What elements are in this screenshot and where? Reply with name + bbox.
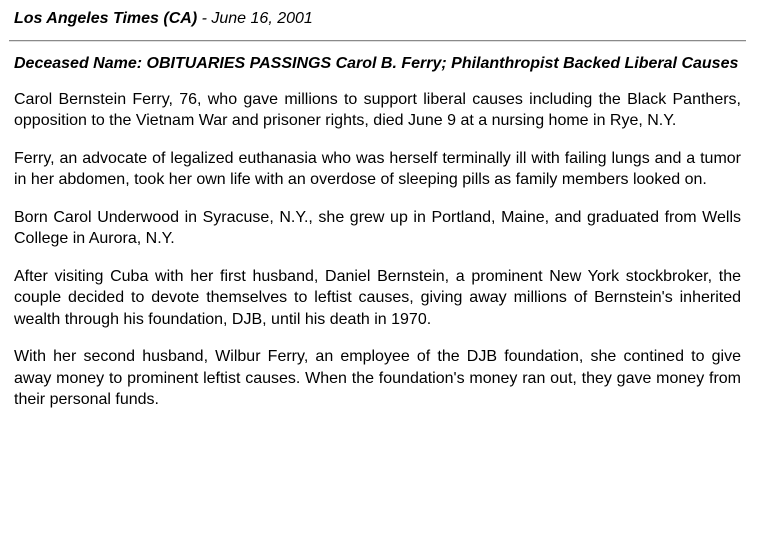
article-paragraph-2: Ferry, an advocate of legalized euthanasia who was herself terminally ill with failing lungs and a tumor in her abdomen, took her own life with an overdose of sleeping pills as family members looked on. bbox=[14, 149, 741, 188]
header-separator: - bbox=[197, 10, 212, 27]
article-body bbox=[14, 53, 741, 427]
publication-header bbox=[14, 9, 313, 29]
article-paragraph-4: After visiting Cuba with her first husband, Daniel Bernstein, a prominent New York stockbroker, the couple decided to devote themselves to leftist causes, giving away millions of Bernstein's inherited wealth through his foundation, DJB, until his death in 1970. bbox=[14, 267, 741, 328]
article-paragraph-1: Carol Bernstein Ferry, 76, who gave millions to support liberal causes including the Black Panthers, opposition to the Vietnam War and prisoner rights, died June 9 at a nursing home in Rye, N.Y. bbox=[14, 90, 741, 129]
article-paragraph-3: Born Carol Underwood in Syracuse, N.Y., she grew up in Portland, Maine, and graduated from Wells College in Aurora, N.Y. bbox=[14, 208, 741, 247]
publication-source: Los Angeles Times (CA) bbox=[14, 10, 198, 27]
article-headline: Deceased Name: OBITUARIES PASSINGS Carol B. Ferry; Philanthropist Backed Liberal Causes bbox=[14, 55, 739, 72]
header-divider bbox=[9, 40, 746, 42]
article-paragraph-5: With her second husband, Wilbur Ferry, an employee of the DJB foundation, she contined to give away money to prominent leftist causes. When the foundation's money ran out, they gave money from their personal funds. bbox=[14, 348, 741, 408]
publication-date: June 16, 2001 bbox=[211, 10, 313, 27]
